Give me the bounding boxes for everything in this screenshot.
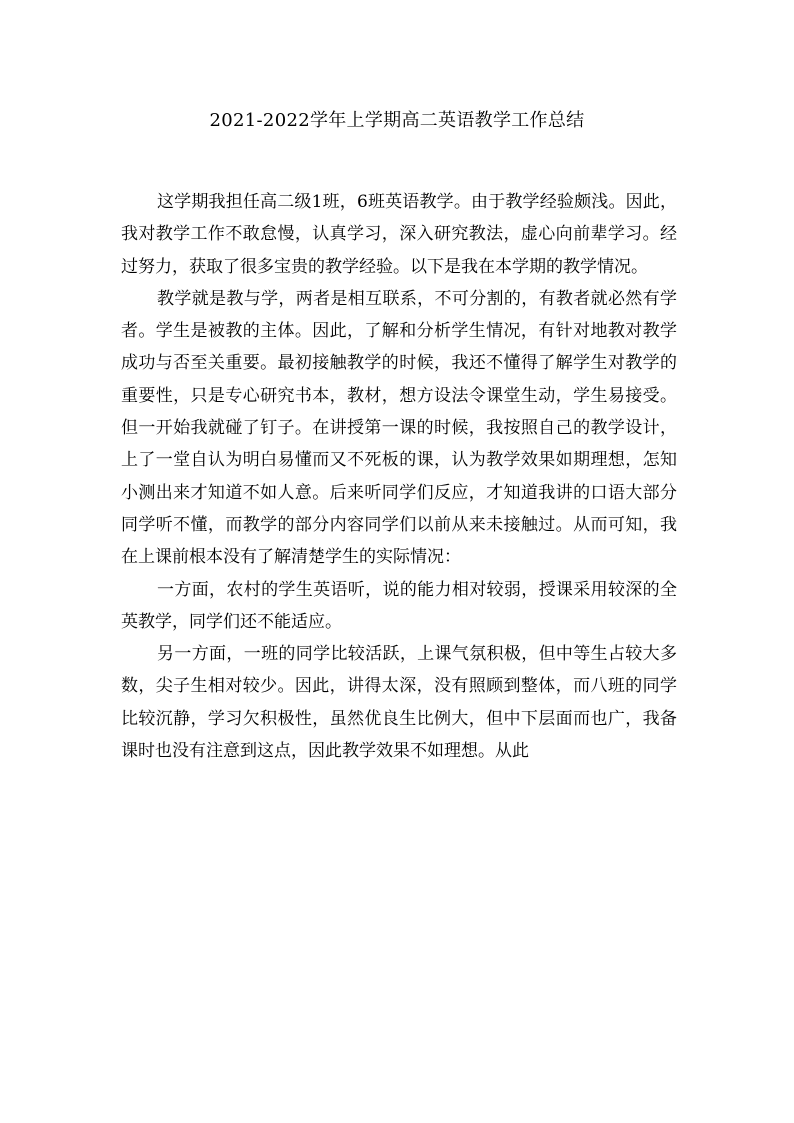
paragraph-2: 教学就是教与学，两者是相互联系，不可分割的，有教者就必然有学者。学生是被教的主体。因此，了解和分析学生情况，有针对地教对教学成功与否至关重要。最初接触教学的时候，我还不懂得了解学生对教学的重要性，只是专心研究书本，教材，想方设法令课堂生动，学生易接受。但一开始我就碰了钉子。在讲授第一课的时候，我按照自己的教学设计，上了一堂自认为明白易懂而又不死板的课，认为教学效果如期理想，怎知小测出来才知道不如人意。后来听同学们反应，才知道我讲的口语大部分同学听不懂，而教学的部分内容同学们以前从来未接触过。从而可知，我在上课前根本没有了解清楚学生的实际情况： — [121, 288, 677, 568]
document-title: 2021-2022学年上学期高二英语教学工作总结 — [209, 110, 585, 131]
paragraph-4: 另一方面，一班的同学比较活跃，上课气氛积极，但中等生占较大多数，尖子生相对较少。因此，讲得太深，没有照顾到整体，而八班的同学比较沉静，学习欠积极性，虽然优良生比例大，但中下层面而也广，我备课时也没有注意到这点，因此教学效果不如理想。从此 — [121, 644, 677, 762]
document-body — [121, 186, 677, 767]
paragraph-3: 一方面，农村的学生英语听，说的能力相对较弱，授课采用较深的全英教学，同学们还不能适应。 — [121, 579, 677, 632]
paragraph-1: 这学期我担任高二级1班，6班英语教学。由于教学经验颇浅。因此，我对教学工作不敢怠慢，认真学习，深入研究教法，虚心向前辈学习。经过努力，获取了很多宝贵的教学经验。以下是我在本学期的教学情况。 — [121, 192, 677, 277]
